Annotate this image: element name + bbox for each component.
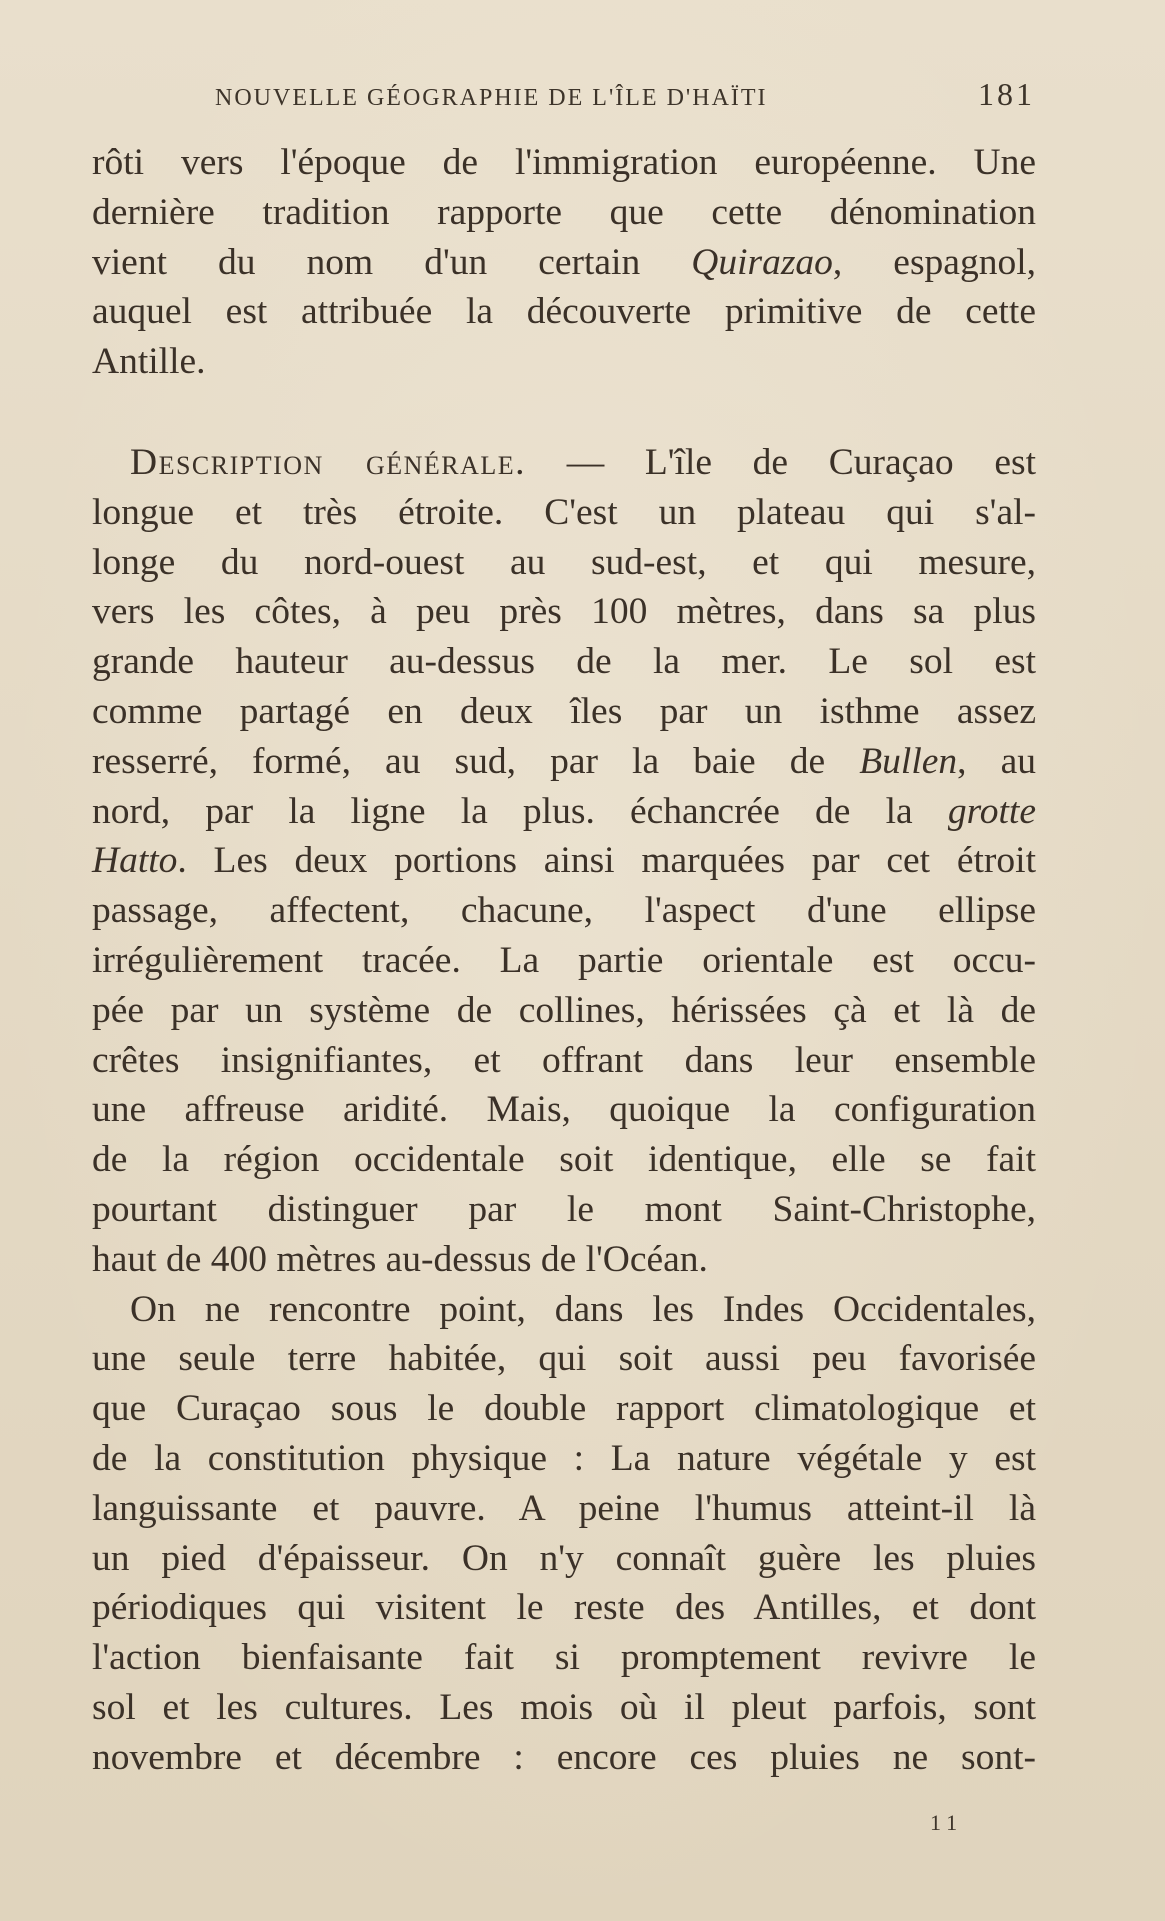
text-segment: . Les deux portions ainsi marquées par cet étroit (177, 840, 1036, 882)
italic-name-hatto: Hatto (92, 840, 178, 882)
text-line: novembre et décembre : encore ces pluies ne sont- (92, 1736, 1036, 1778)
page-header (215, 76, 1035, 113)
italic-name-quirazao: Quirazao (691, 241, 833, 283)
text-segment: , espagnol, (832, 241, 1036, 283)
text-line: Antille. (92, 341, 206, 383)
text-line: longue et très étroite. C'est un plateau qui s'al- (92, 491, 1036, 533)
text-segment: — L'île de Curaçao est (526, 441, 1036, 483)
text-line: dernière tradition rapporte que cette dénomination (92, 191, 1036, 233)
text-line: crêtes insignifiantes, et offrant dans leur ensemble (92, 1039, 1036, 1081)
text-line: vers les côtes, à peu près 100 mètres, dans sa plus (92, 591, 1036, 633)
text-line: l'action bienfaisante fait si promptement revivre le (92, 1637, 1036, 1679)
signature-mark: 11 (930, 1810, 964, 1835)
text-line (92, 438, 1036, 488)
text-line (92, 787, 1036, 837)
text-line: longe du nord-ouest au sud-est, et qui mesure, (92, 541, 1036, 583)
text-line: irrégulièrement tracée. La partie orientale est occu- (92, 939, 1036, 981)
text-line: comme partagé en deux îles par un isthme assez (92, 690, 1036, 732)
running-title: NOUVELLE GÉOGRAPHIE DE L'ÎLE D'HAÏTI (215, 85, 768, 111)
text-line: une affreuse aridité. Mais, quoique la configuration (92, 1089, 1036, 1131)
text-line: pourtant distinguer par le mont Saint-Christophe, (92, 1188, 1036, 1230)
text-line: pée par un système de collines, hérissées çà et là de (92, 989, 1036, 1031)
text-line: un pied d'épaisseur. On n'y connaît guère les pluies (92, 1537, 1036, 1579)
text-segment: vient du nom d'un certain (92, 241, 692, 283)
text-line: On ne rencontre point, dans les Indes Occidentales, (130, 1288, 1036, 1330)
text-line: de la constitution physique : La nature végétale y est (92, 1437, 1036, 1479)
paragraph-3 (92, 1285, 1036, 1783)
text-line (92, 836, 1036, 886)
text-segment: , au (957, 740, 1036, 782)
body-text (92, 138, 1036, 1783)
paragraph-gap (92, 387, 1036, 438)
text-segment: nord, par la ligne la plus. échancrée de la (92, 790, 948, 832)
paragraph-1 (92, 138, 1036, 387)
text-line: passage, affectent, chacune, l'aspect d'une ellipse (92, 890, 1036, 932)
text-line: une seule terre habitée, qui soit aussi peu favorisée (92, 1338, 1036, 1380)
section-heading: Description générale. (130, 441, 527, 483)
text-line: languissante et pauvre. A peine l'humus atteint-il là (92, 1487, 1036, 1529)
text-line: haut de 400 mètres au-dessus de l'Océan. (92, 1238, 708, 1280)
text-line (92, 238, 1036, 288)
text-line: rôti vers l'époque de l'immigration européenne. Une (92, 142, 1036, 183)
text-line: que Curaçao sous le double rapport climatologique et (92, 1388, 1036, 1430)
text-line (92, 737, 1036, 787)
paragraph-2 (92, 438, 1036, 1285)
page-number: 181 (978, 76, 1035, 112)
text-line: sol et les cultures. Les mois où il pleut parfois, sont (92, 1686, 1036, 1728)
text-line: de la région occidentale soit identique, elle se fait (92, 1139, 1036, 1181)
text-line: périodiques qui visitent le reste des Antilles, et dont (92, 1587, 1036, 1629)
italic-word-grotte: grotte (947, 790, 1036, 832)
text-segment: resserré, formé, au sud, par la baie de (92, 740, 860, 782)
italic-name-bullen: Bullen (859, 740, 958, 782)
text-line: auquel est attribuée la découverte primitive de cette (92, 291, 1036, 333)
text-line: grande hauteur au-dessus de la mer. Le sol est (92, 641, 1036, 683)
